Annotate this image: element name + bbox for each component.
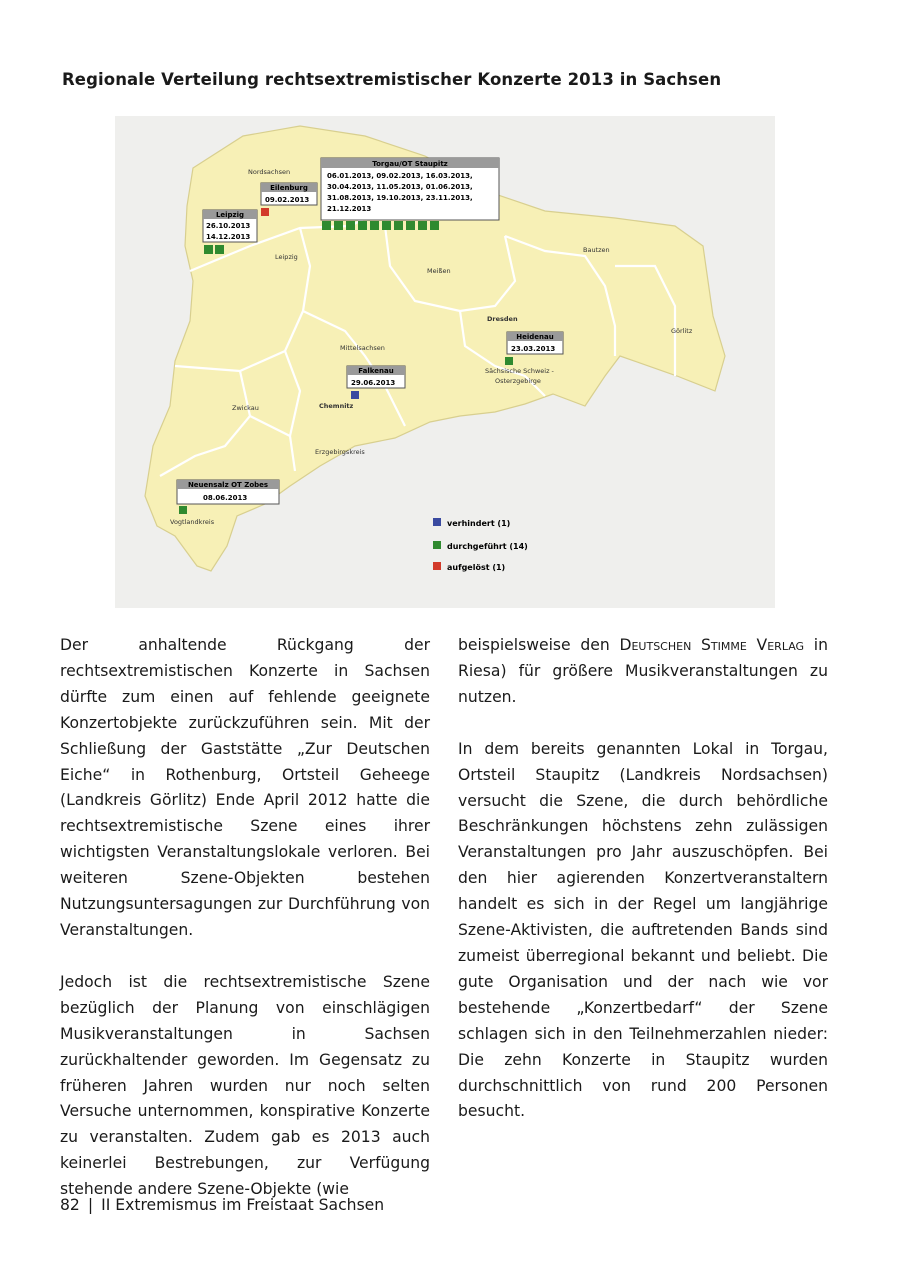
marker-performed	[418, 221, 427, 230]
label-chemnitz: Chemnitz	[319, 402, 354, 410]
page-number: 82	[60, 1196, 80, 1214]
legend-performed-swatch	[433, 541, 441, 549]
callout-falkenau-line-1: 29.06.2013	[351, 379, 396, 387]
right-paragraph-1	[458, 633, 828, 711]
saxony-map	[115, 116, 775, 608]
right-paragraph-1-start: beispielsweise den	[458, 636, 620, 654]
label-bautzen: Bautzen	[583, 246, 610, 254]
label-dresden: Dresden	[487, 315, 518, 323]
label-nordsachsen: Nordsachsen	[248, 168, 291, 176]
marker-performed	[382, 221, 391, 230]
left-paragraph-1: Der anhaltende Rückgang der rechtsextremistischen Konzerte in Sachsen dürfte zum einen auf fehlende geeignete Konzertobjekte zurückzuführen sein. Mit der Schließung der Gaststätte „Zur Deutschen Eiche“ in Rothenburg, Ortsteil Geheege (Landkreis Görlitz) Ende April 2012 hatte die rechtsextremistische Szene eines ihrer wichtigsten Veranstaltungslokale verloren. Bei weiteren Szene-Objekten bestehen Nutzungsuntersagungen zur Durchführung von Veranstaltungen.	[60, 636, 430, 939]
right-paragraph-2: In dem bereits genannten Lokal in Torgau, Ortsteil Staupitz (Landkreis Nordsachsen) versucht die Szene, die durch behördliche Beschränkungen höchstens zehn zulässigen Veranstaltungen pro Jahr auszuschöpfen. Bei den hier agierenden Konzertveranstaltern handelt es sich in der Regel um langjährige Szene-Aktivisten, die auftretenden Bands sind zumeist überregional bekannt und beliebt. Die gute Organisation und der nach wie vor bestehende „Konzertbedarf“ der Szene schlagen sich in den Teilnehmerzahlen nieder: Die zehn Konzerte in Staupitz wurden durchschnittlich von rund 200 Personen besucht.	[458, 739, 828, 1121]
legend-prevented-label: verhindert (1)	[447, 519, 511, 528]
label-mittelsachsen: Mittelsachsen	[340, 344, 385, 352]
callout-eilenburg-line-1: 09.02.2013	[265, 196, 310, 204]
callout-torgau-title: Torgau/OT Staupitz	[372, 160, 448, 168]
left-column	[60, 633, 430, 1229]
marker-prevented	[351, 391, 359, 399]
page-footer	[60, 1196, 392, 1214]
right-paragraph-1-end: in Riesa) für größere Musikveranstaltungen zu nutzen.	[458, 636, 829, 706]
callout-falkenau-title: Falkenau	[358, 367, 394, 375]
marker-performed	[430, 221, 439, 230]
marker-performed	[204, 245, 213, 254]
marker-performed	[322, 221, 331, 230]
marker-performed	[394, 221, 403, 230]
marker-performed	[215, 245, 224, 254]
callout-torgau-line-1: 06.01.2013, 09.02.2013, 16.03.2013,	[327, 172, 473, 180]
label-zwickau: Zwickau	[232, 404, 259, 412]
callout-leipzig-line-2: 14.12.2013	[206, 233, 251, 241]
marker-performed	[505, 357, 513, 365]
label-erzgebirgskreis: Erzgebirgskreis	[315, 448, 365, 456]
left-paragraph-2: Jedoch ist die rechtsextremistische Szene bezüglich der Planung von einschlägigen Musikveranstaltungen in Sachsen zurückhaltender geworden. Im Gegensatz zu früheren Jahren wurden nur noch selten Versuche unternommen, konspirative Konzerte zu veranstalten. Zudem gab es 2013 auch keinerlei Bestrebungen, zur Verfügung stehende andere Szene-Objekte (wie	[60, 972, 430, 1199]
label-saechsische-schweiz: Sächsische Schweiz -	[485, 367, 554, 375]
callout-heidenau-title: Heidenau	[516, 333, 554, 341]
callout-leipzig-line-1: 26.10.2013	[206, 222, 251, 230]
label-osterzgebirge: Osterzgebirge	[495, 377, 541, 385]
callout-neuensalz-title: Neuensalz OT Zobes	[187, 481, 269, 489]
publisher-name: Deutschen Stimme Verlag	[619, 636, 805, 654]
legend-dissolved-label: aufgelöst (1)	[447, 563, 506, 572]
marker-performed	[179, 506, 187, 514]
marker-performed	[334, 221, 343, 230]
callout-torgau-line-2: 30.04.2013, 11.05.2013, 01.06.2013,	[327, 183, 473, 191]
marker-performed	[370, 221, 379, 230]
callout-torgau-line-4: 21.12.2013	[327, 205, 372, 213]
footer-separator: |	[87, 1196, 94, 1214]
legend-dissolved-swatch	[433, 562, 441, 570]
label-leipzig: Leipzig	[275, 253, 298, 261]
callout-eilenburg-title: Eilenburg	[270, 184, 308, 192]
label-goerlitz: Görlitz	[671, 327, 693, 335]
callout-torgau-line-3: 31.08.2013, 19.10.2013, 23.11.2013,	[327, 194, 473, 202]
right-column	[458, 633, 828, 1151]
legend-prevented-swatch	[433, 518, 441, 526]
callout-leipzig-title: Leipzig	[215, 211, 245, 219]
label-meissen: Meißen	[427, 267, 451, 275]
marker-dissolved	[261, 208, 269, 216]
map-legend	[433, 518, 528, 572]
callout-neuensalz-line-1: 08.06.2013	[203, 494, 248, 502]
label-vogtlandkreis: Vogtlandkreis	[170, 518, 215, 526]
marker-performed	[346, 221, 355, 230]
legend-performed-label: durchgeführt (14)	[447, 542, 528, 551]
marker-performed	[358, 221, 367, 230]
footer-section: II Extremismus im Freistaat Sachsen	[101, 1196, 385, 1214]
callout-torgau	[321, 158, 499, 230]
marker-performed	[406, 221, 415, 230]
figure-title: Regionale Verteilung rechtsextremistischer Konzerte 2013 in Sachsen	[62, 70, 722, 89]
callout-heidenau-line-1: 23.03.2013	[511, 345, 556, 353]
